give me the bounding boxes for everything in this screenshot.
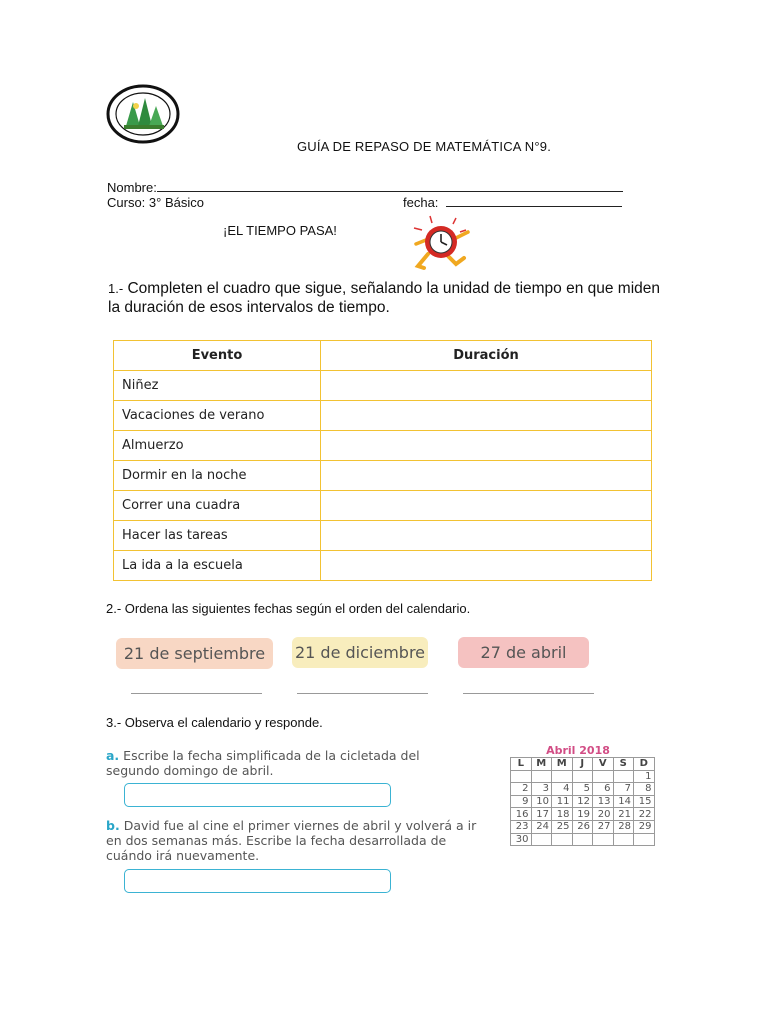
calendar-day-cell: 19 <box>572 808 593 821</box>
calendar-day-cell: 24 <box>531 820 552 833</box>
fecha-field <box>403 195 622 210</box>
order-answer-line-3[interactable] <box>463 693 594 694</box>
calendar-day-cell: 16 <box>511 808 532 821</box>
order-answer-line-1[interactable] <box>131 693 262 694</box>
table-row <box>114 491 652 521</box>
calendar-day-cell: 13 <box>593 795 614 808</box>
calendar-week-row <box>511 795 655 808</box>
calendar-day-cell <box>552 833 573 846</box>
answer-box-b[interactable] <box>124 869 391 893</box>
calendar-day-cell <box>511 770 532 783</box>
nombre-label: Nombre: <box>107 180 157 195</box>
fecha-label: fecha: <box>403 195 439 210</box>
page-title: GUÍA DE REPASO DE MATEMÁTICA N°9. <box>296 139 552 154</box>
nombre-field <box>107 180 623 195</box>
calendar-day-cell: 18 <box>552 808 573 821</box>
duration-cell[interactable] <box>321 521 652 551</box>
calendar-day-cell <box>613 770 634 783</box>
question-3a <box>106 748 451 778</box>
date-chip-december: 21 de diciembre <box>292 637 428 668</box>
calendar-day-cell <box>634 833 655 846</box>
table-row <box>114 521 652 551</box>
calendar-day-header-row <box>511 758 655 771</box>
calendar-title: Abril 2018 <box>546 744 610 757</box>
calendar-day-cell: 14 <box>613 795 634 808</box>
calendar-day-cell: 25 <box>552 820 573 833</box>
calendar-week-row <box>511 783 655 796</box>
table-row <box>114 401 652 431</box>
calendar-day-cell <box>531 833 552 846</box>
calendar-day-cell: 3 <box>531 783 552 796</box>
fecha-blank[interactable] <box>446 195 622 207</box>
question-3a-text: Escribe la fecha simplificada de la cicletada del segundo domingo de abril. <box>106 748 420 778</box>
calendar-day-cell <box>593 770 614 783</box>
calendar-day-cell: 20 <box>593 808 614 821</box>
answer-box-a[interactable] <box>124 783 391 807</box>
calendar-day-cell: 7 <box>613 783 634 796</box>
table-row <box>114 431 652 461</box>
calendar-day-cell: 2 <box>511 783 532 796</box>
calendar-day-cell: 17 <box>531 808 552 821</box>
calendar-week-row <box>511 770 655 783</box>
order-answer-line-2[interactable] <box>297 693 428 694</box>
event-cell: Almuerzo <box>114 431 321 461</box>
calendar-day-cell: 22 <box>634 808 655 821</box>
day-header: J <box>572 758 593 771</box>
calendar-day-cell: 6 <box>593 783 614 796</box>
day-header: M <box>531 758 552 771</box>
event-cell: Niñez <box>114 371 321 401</box>
table-header-row <box>114 341 652 371</box>
calendar-day-cell: 10 <box>531 795 552 808</box>
calendar-day-cell: 26 <box>572 820 593 833</box>
duration-cell[interactable] <box>321 461 652 491</box>
question-3b-label: b. <box>106 818 120 833</box>
calendar-day-cell: 12 <box>572 795 593 808</box>
event-cell: Dormir en la noche <box>114 461 321 491</box>
question-1 <box>108 279 668 317</box>
curso-field <box>107 195 204 210</box>
calendar-week-row <box>511 833 655 846</box>
calendar-day-cell <box>572 833 593 846</box>
day-header: V <box>593 758 614 771</box>
running-clock-icon <box>410 214 478 272</box>
curso-label: Curso: 3° Básico <box>107 195 204 210</box>
school-logo <box>106 84 180 144</box>
table-row <box>114 461 652 491</box>
duration-cell[interactable] <box>321 371 652 401</box>
nombre-blank[interactable] <box>157 180 623 192</box>
header-duracion: Duración <box>321 341 652 371</box>
calendar-week-row <box>511 820 655 833</box>
calendar-day-cell: 27 <box>593 820 614 833</box>
header-evento: Evento <box>114 341 321 371</box>
calendar-day-cell: 23 <box>511 820 532 833</box>
calendar-day-cell: 9 <box>511 795 532 808</box>
date-chip-april: 27 de abril <box>458 637 589 668</box>
calendar-day-cell: 5 <box>572 783 593 796</box>
calendar-day-cell <box>572 770 593 783</box>
event-cell: Vacaciones de verano <box>114 401 321 431</box>
calendar-body <box>511 770 655 846</box>
question-3b-text: David fue al cine el primer viernes de abril y volverá a ir en dos semanas más. Escribe la fecha desarrollada de cuándo irá nuevamente. <box>106 818 477 863</box>
calendar-week-row <box>511 808 655 821</box>
calendar-day-cell: 11 <box>552 795 573 808</box>
table-row <box>114 371 652 401</box>
time-units-table <box>113 340 652 581</box>
event-cell: Correr una cuadra <box>114 491 321 521</box>
calendar-day-cell: 28 <box>613 820 634 833</box>
event-cell: Hacer las tareas <box>114 521 321 551</box>
date-chip-september: 21 de septiembre <box>116 638 273 669</box>
calendar-day-cell: 21 <box>613 808 634 821</box>
question-3a-label: a. <box>106 748 120 763</box>
question-3b <box>106 818 491 863</box>
duration-cell[interactable] <box>321 551 652 581</box>
duration-cell[interactable] <box>321 431 652 461</box>
day-header: S <box>613 758 634 771</box>
table-row <box>114 551 652 581</box>
day-header: L <box>511 758 532 771</box>
day-header: M <box>552 758 573 771</box>
question-3: 3.- Observa el calendario y responde. <box>106 715 323 730</box>
calendar-day-cell <box>613 833 634 846</box>
question-1-text: Completen el cuadro que sigue, señalando la unidad de tiempo en que miden la duración de esos intervalos de tiempo. <box>108 280 661 316</box>
calendar-day-cell: 30 <box>511 833 532 846</box>
april-calendar <box>510 757 655 846</box>
calendar-day-cell <box>552 770 573 783</box>
question-1-number: 1.- <box>108 281 124 296</box>
calendar-day-cell: 1 <box>634 770 655 783</box>
question-2: 2.- Ordena las siguientes fechas según el orden del calendario. <box>106 601 471 616</box>
calendar-day-cell <box>531 770 552 783</box>
calendar-day-cell: 15 <box>634 795 655 808</box>
duration-cell[interactable] <box>321 401 652 431</box>
day-header: D <box>634 758 655 771</box>
slogan: ¡EL TIEMPO PASA! <box>223 223 337 238</box>
calendar-day-cell: 29 <box>634 820 655 833</box>
calendar-day-cell <box>593 833 614 846</box>
duration-cell[interactable] <box>321 491 652 521</box>
calendar-day-cell: 4 <box>552 783 573 796</box>
calendar-day-cell: 8 <box>634 783 655 796</box>
event-cell: La ida a la escuela <box>114 551 321 581</box>
